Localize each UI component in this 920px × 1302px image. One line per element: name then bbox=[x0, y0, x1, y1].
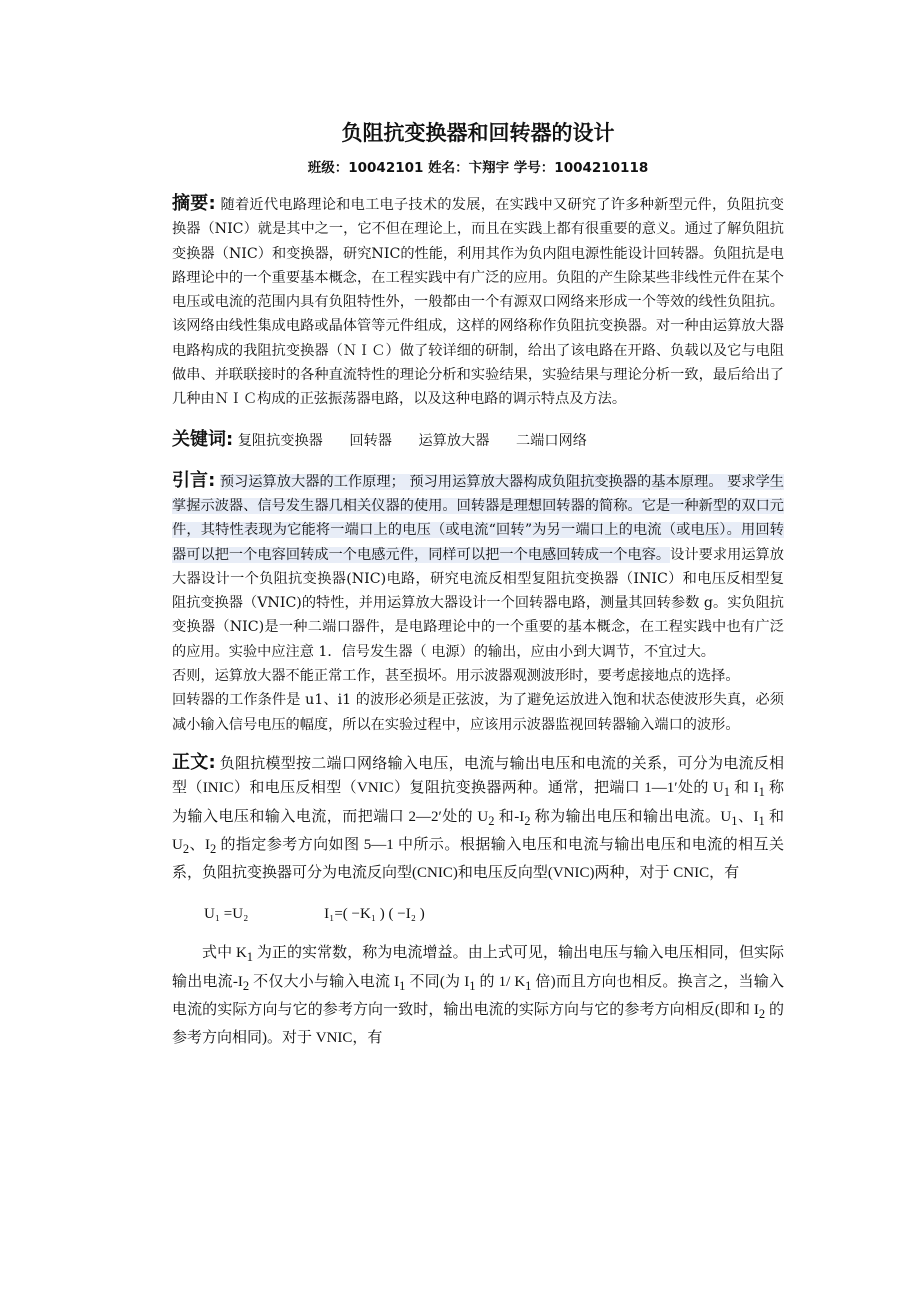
body-text: 、I bbox=[737, 808, 759, 825]
abstract-label: 摘要: bbox=[172, 193, 216, 214]
body-section bbox=[172, 751, 784, 885]
page-title: 负阻抗变换器和回转器的设计 bbox=[341, 121, 615, 145]
body-text: 的 1/ K bbox=[475, 973, 526, 990]
keyword-item: 运算放大器 bbox=[418, 432, 490, 449]
body-text: 不仅大小与输入电流 I bbox=[249, 973, 400, 990]
subscript: 1 bbox=[723, 785, 730, 800]
formula-voltage: U₁ =U₂ bbox=[204, 906, 249, 923]
intro-paragraph-2: 否则，运算放大器不能正常工作，甚至损坏。用示波器观测波形时，要考虑接地点的选择。 bbox=[172, 668, 740, 685]
abstract-text: 随着近代电路理论和电工电子技术的发展，在实践中又研究了许多种新型元件，负阻抗变换器（NIC）就是其中之一，它不但在理论上，而且在实践上都有很重要的意义。通过了解负阻抗变换器（NIC）和变换器，研究NIC的性能，利用其作为负内阻电源性能设计回转器。负阻抗是电路理论中的一个重要基本概念，在工程实践中有广泛的应用。负阻的产生除某些非线性元件在某个电压或电流的范围内具有负阻特性外，一般都由一个有源双口网络来形成一个等效的线性负阻抗。该网络由线性集成电路或晶体管等元件组成，这样的网络称作负阻抗变换器。对一种由运算放大器电路构成的我阻抗变换器（ＮＩＣ）做了较详细的研制，给出了该电路在开路、负载以及它与电阻做串、并联联接时的各种直流特性的理论分析和实验结果，实验结果与理论分析一致，最后给出了几种由ＮＩＣ构成的正弦振荡器电路，以及这种电路的调示特点及方法。 bbox=[172, 197, 784, 408]
body-text: 称为输出电压和输出电流。U bbox=[530, 808, 732, 825]
body-text: 称为输入电压和输入电流，而把端口 2—2′处的 U bbox=[172, 780, 784, 825]
body-text: 负阻抗模型按二端口网络输入电压，电流与输出电压和电流的关系，可分为电流反相型（INIC）和电压反相型（VNIC）复阻抗变换器两种。通常，把端口 1—1′处的 U bbox=[172, 755, 784, 797]
body-text: 的指定参考方向如图 5—1 中所示。根据输入电压和电流与输出电压和电流的相互关系，负阻抗变换器可分为电流反向型(CNIC)和电压反向型(VNIC)两种，对于 CNIC，有 bbox=[172, 836, 784, 882]
intro-section bbox=[172, 469, 784, 664]
body-text: 和 I bbox=[729, 780, 759, 797]
keyword-item: 回转器 bbox=[349, 432, 392, 449]
formula-cnic bbox=[204, 901, 784, 927]
subscript: 1 bbox=[246, 950, 254, 965]
body-text: 不同(为 I bbox=[405, 973, 470, 990]
body-text: 为正的实常数，称为电流增益。由上式可见，输出电压与输入电压相同，但实际输出电流-I bbox=[172, 945, 784, 990]
subscript: 2 bbox=[210, 841, 217, 856]
keyword-item: 复阻抗变换器 bbox=[237, 432, 323, 449]
body-text: 式中 K bbox=[202, 945, 247, 962]
subscript: 1 bbox=[758, 813, 765, 828]
body-text: 和 U bbox=[172, 808, 784, 853]
subscript: 1 bbox=[525, 978, 532, 993]
abstract-section bbox=[172, 192, 784, 412]
formula-current: I₁=( −K₁ ) ( −I₂ ) bbox=[324, 906, 425, 923]
intro-highlighted-text: 预习运算放大器的工作原理； 预习用运算放大器构成负阻抗变换器的基本原理。 要求学生掌握示波器、信号发生器几相关仪器的使用。回转器是理想回转器的简称。它是一种新型的双口元件，其特性表现为它能将一端口上的电压（或电流“回转”为另一端口上的电流（或电压）。用回转器可以把一个电容回转成一个电感元件，同样可以把一个电感回转成一个电容。 bbox=[172, 473, 784, 563]
body-text: 、I bbox=[189, 836, 211, 853]
body-text: 和-I bbox=[494, 808, 525, 825]
subscript: 2 bbox=[182, 841, 190, 856]
intro-label: 引言: bbox=[172, 469, 216, 491]
intro-text: 设计要求用运算放大器设计一个负阻抗变换器(NIC)电路，研究电流反相型复阻抗变换器（INIC）和电压反相型复阻抗变换器（VNIC)的特性，并用运算放大器设计一个回转器电路，测量其回转参数 g。实负阻抗变换器（NIC)是一种二端口器件，是电路理论中的一个重要的基本概念，在工程实践中也有广泛的应用。实验中应注意 1．信号发生器（ 电源）的输出，应由小到大调节，不宜过大。 bbox=[172, 546, 784, 660]
intro-paragraph-3: 回转器的工作条件是 u1、i1 的波形必须是正弦波，为了避免运放进入饱和状态使波形失真，必须减小输入信号电压的幅度，所以在实验过程中，应该用示波器监视回转器输入端口的波形。 bbox=[172, 692, 784, 733]
author-info: 班级：10042101 姓名：卞翔宇 学号：1004210118 bbox=[307, 160, 649, 176]
subscript: 1 bbox=[758, 785, 765, 800]
subscript: 1 bbox=[399, 978, 406, 993]
keywords-label: 关键词: bbox=[172, 428, 234, 450]
document-page bbox=[172, 118, 784, 1051]
body-paragraph-2 bbox=[172, 941, 784, 1050]
subscript: 1 bbox=[731, 813, 738, 828]
subscript: 2 bbox=[524, 813, 531, 828]
body-text: 的参考方向相同)。对于 VNIC，有 bbox=[172, 1002, 784, 1047]
subscript: 2 bbox=[242, 978, 250, 993]
subscript: 2 bbox=[758, 1007, 766, 1022]
keywords-section bbox=[172, 426, 784, 455]
body-text: 倍)而且方向也相反。换言之，当输入电流的实际方向与它的参考方向一致时，输出电流的实际方向与它的参考方向相反(即和 I bbox=[172, 973, 784, 1019]
subscript: 1 bbox=[469, 978, 476, 993]
subscript: 2 bbox=[488, 813, 495, 828]
body-label: 正文: bbox=[172, 751, 216, 773]
keyword-item: 二端口网络 bbox=[515, 432, 587, 449]
